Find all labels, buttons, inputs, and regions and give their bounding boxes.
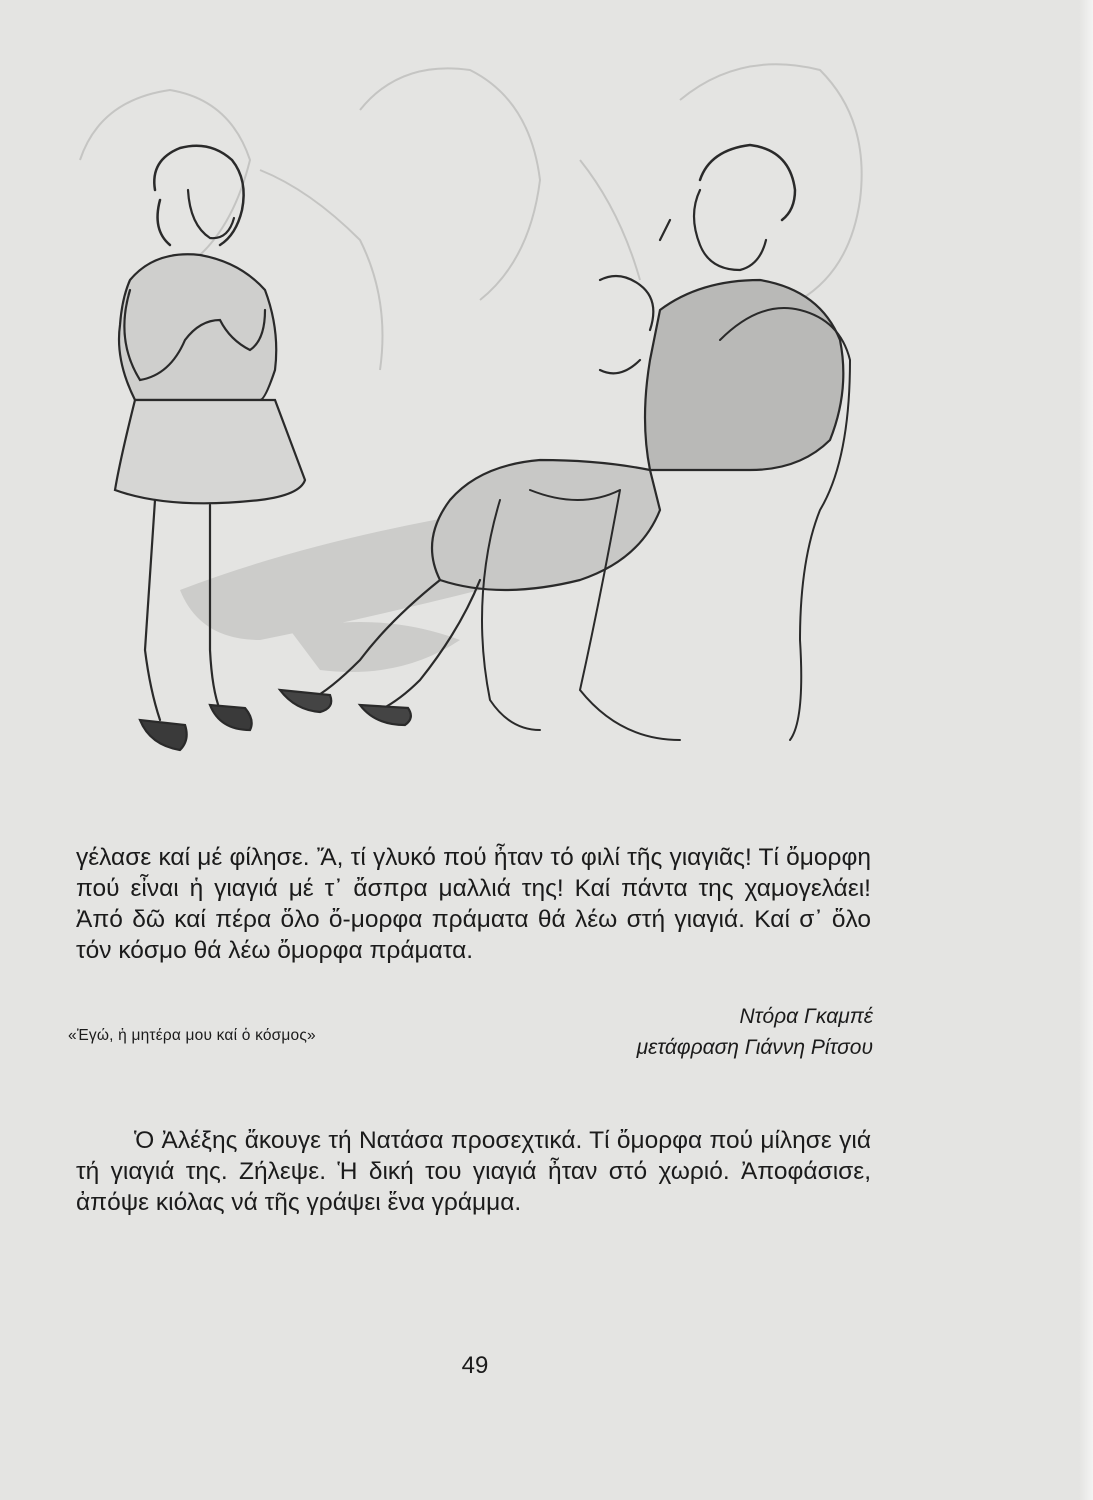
continuation-paragraph — [76, 1125, 871, 1218]
source-title: «Ἐγώ, ἡ μητέρα μου καί ὁ κόσμος» — [68, 1027, 316, 1044]
illustration-girl-and-grandmother — [60, 40, 890, 810]
girl-hair — [154, 146, 243, 245]
attribution-block — [68, 1005, 873, 1065]
page-edge — [1079, 0, 1093, 1500]
grandmother-skirt — [432, 460, 660, 590]
girl-figure — [115, 146, 305, 750]
girl-skirt — [115, 400, 305, 503]
grandmother-face — [694, 190, 766, 270]
continuation-text: Ὁ Ἀλέξης ἄκουγε τή Νατάσα προσεχτικά. Τί ὄμορφα πού μίλησε γιά τή γιαγιά της. Ζήλεψε. Ἡ δική του γιαγιά ἦταν στό χωριό. Ἀποφάσισε, ἀπόψε κιόλας νά τῆς γράψει ἕνα γράμμα. — [76, 1127, 871, 1216]
story-paragraph-1 — [76, 842, 871, 966]
author-name: Ντόρα Γκαμπέ — [739, 1005, 873, 1028]
story-text: γέλασε καί μέ φίλησε. Ἄ, τί γλυκό πού ἦταν τό φιλί τῆς γιαγιᾶς! Τί ὄμορφη πού εἶναι ἡ γιαγιά μέ τ᾽ ἄσπρα μαλλιά της! Καί πάντα της χαμογελάει! Ἀπό δῶ καί πέρα ὅλο ὄ-μορφα πράματα θά λέω στή γιαγιά. Καί σ᾽ ὅλο τόν κόσμο θά λέω ὄμορφα πράματα. — [76, 844, 871, 964]
grandmother-shoes — [280, 690, 411, 725]
page-number: 49 — [461, 1352, 489, 1379]
girl-face — [188, 190, 234, 238]
grandmother-hair — [700, 145, 795, 220]
grandmother-body — [645, 280, 843, 470]
translator-credit: μετάφραση Γιάννη Ρίτσου — [636, 1036, 873, 1059]
